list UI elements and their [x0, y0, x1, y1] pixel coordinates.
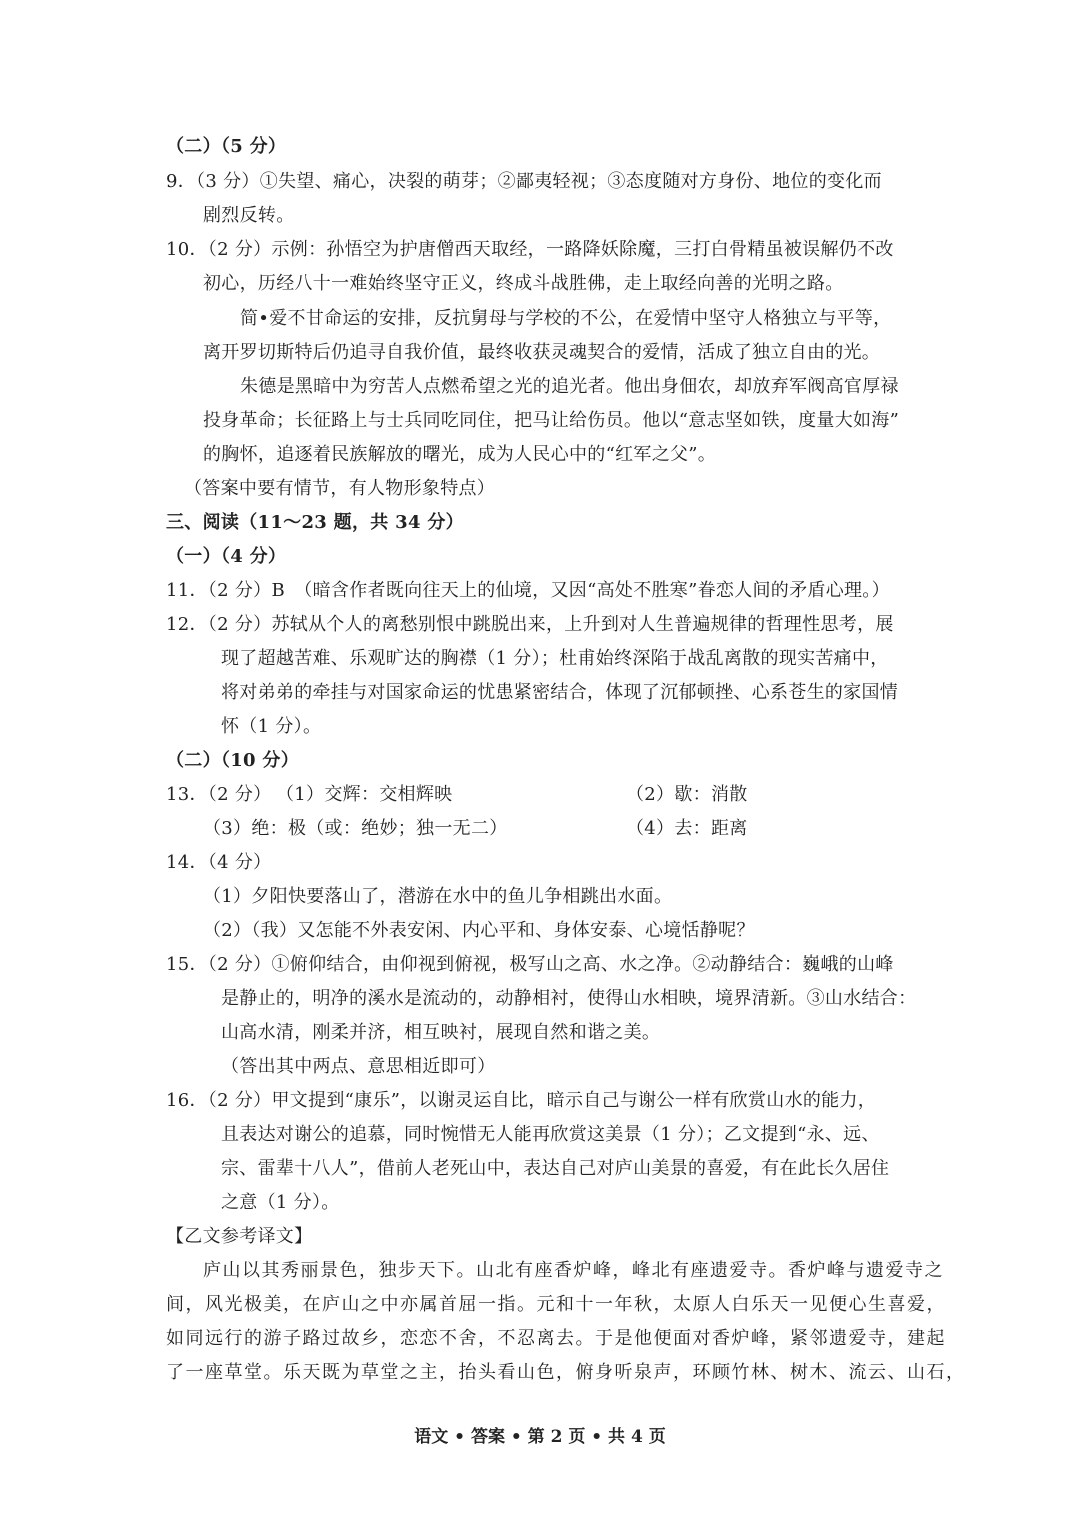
translation-line3: 如同远行的游子路过故乡，恋恋不舍，不忍离去。于是他便面对香炉峰，紧邻遗爱寺，建起 [166, 1328, 946, 1349]
q10-line4: 离开罗切斯特后仍追寻自我价值，最终收获灵魂契合的爱情，活成了独立自由的光。 [203, 342, 881, 363]
sub1-heading: （一）（4 分） [166, 546, 287, 567]
translation-line2: 间，风光极美，在庐山之中亦属首屈一指。元和十一年秋，太原人白乐天一见便心生喜爱， [166, 1294, 946, 1315]
q15-line1: 15．（2 分）①俯仰结合，由仰视到俯视，极写山之高、水之净。②动静结合：巍峨的山峰 [166, 954, 894, 975]
q10-line5: 朱德是黑暗中为穷苦人点燃希望之光的追光者。他出身佃农，却放弃军阀高官厚禄 [240, 376, 899, 397]
q16-line1: 16．（2 分）甲文提到“康乐”，以谢灵运自比，暗示自己与谢公一样有欣赏山水的能力， [166, 1090, 877, 1111]
sub2-heading: （二）（10 分） [166, 750, 300, 771]
q10-line7: 的胸怀，追逐着民族解放的曙光，成为人民心中的“红军之父”。 [203, 444, 717, 465]
q10-line2: 初心，历经八十一难始终坚守正义，终成斗战胜佛，走上取经向善的光明之路。 [203, 273, 844, 294]
translation-heading: 【乙文参考译文】 [166, 1226, 313, 1247]
q12-line4: 怀（1 分）。 [221, 716, 322, 737]
q16-line3: 宗、雷辈十八人”，借前人老死山中，表达自己对庐山美景的喜爱，有在此长久居住 [221, 1158, 890, 1179]
q16-line4: 之意（1 分）。 [221, 1192, 340, 1213]
q9-line2: 剧烈反转。 [203, 205, 295, 226]
q9-line1: 9．（3 分）①失望、痛心，决裂的萌芽；②鄙夷轻视；③态度随对方身份、地位的变化而 [166, 171, 882, 192]
section2-heading: （二）（5 分） [166, 136, 287, 157]
q13-item3: （3）绝：极（或：绝妙；独一无二） [203, 818, 508, 839]
q12-line3: 将对弟弟的牵挂与对国家命运的忧患紧密结合，体现了沉郁顿挫、心系苍生的家国情 [221, 682, 899, 703]
q14-label: 14．（4 分） [166, 852, 272, 873]
q13-item1: （1）交辉：交相辉映 [276, 784, 453, 805]
q10-line3: 简•爱不甘命运的安排，反抗舅母与学校的不公，在爱情中坚守人格独立与平等， [240, 308, 892, 329]
q15-line2: 是静止的，明净的溪水是流动的，动静相衬，使得山水相映，境界清新。③山水结合： [221, 988, 917, 1009]
translation-line4: 了一座草堂。乐天既为草堂之主，抬头看山色，俯身听泉声，环顾竹林、树木、流云、山石， [166, 1362, 966, 1383]
q13-item4: （4）去：距离 [626, 818, 748, 839]
q14-line1: （1）夕阳快要落山了，潜游在水中的鱼儿争相跳出水面。 [203, 886, 673, 907]
q10-line1: 10．（2 分）示例：孙悟空为护唐僧西天取经，一路降妖除魔，三打白骨精虽被误解仍不改 [166, 239, 894, 260]
translation-line1: 庐山以其秀丽景色，独步天下。山北有座香炉峰，峰北有座遗爱寺。香炉峰与遗爱寺之 [203, 1260, 944, 1281]
part3-heading: 三、阅读（11～23 题，共 34 分） [166, 512, 464, 533]
q10-note: （答案中要有情节，有人物形象特点） [184, 478, 496, 499]
q14-line2: （2）（我）又怎能不外表安闲、内心平和、身体安泰、心境恬静呢？ [203, 920, 755, 941]
q11-answer: 11．（2 分）B （暗含作者既向往天上的仙境，又因“高处不胜寒”眷恋人间的矛盾心理。） [166, 580, 890, 601]
page-footer: 语文 • 答案 • 第 2 页 • 共 4 页 [414, 1427, 666, 1447]
q15-line3: 山高水清，刚柔并济，相互映衬，展现自然和谐之美。 [221, 1022, 661, 1043]
q13-label: 13．（2 分） [166, 784, 272, 805]
q15-note: （答出其中两点、意思相近即可） [221, 1056, 496, 1077]
q13-item2: （2）歇：消散 [626, 784, 748, 805]
q16-line2: 且表达对谢公的追慕，同时惋惜无人能再欣赏这美景（1 分）；乙文提到“永、远、 [221, 1124, 880, 1145]
q10-line6: 投身革命；长征路上与士兵同吃同住，把马让给伤员。他以“意志坚如铁，度量大如海” [203, 410, 900, 431]
q12-line1: 12．（2 分）苏轼从个人的离愁别恨中跳脱出来，上升到对人生普遍规律的哲理性思考，展 [166, 614, 894, 635]
q12-line2: 现了超越苦难、乐观旷达的胸襟（1 分）；杜甫始终深陷于战乱离散的现实苦痛中， [221, 648, 889, 669]
